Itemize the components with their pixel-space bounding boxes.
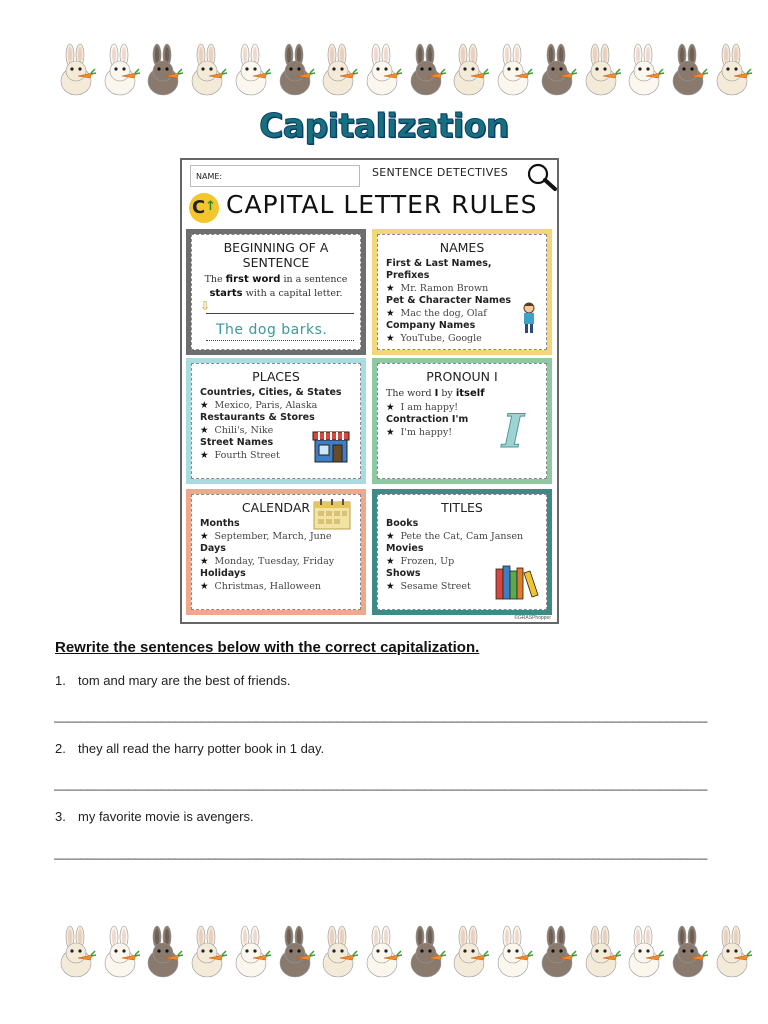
- card-heading: TITLES: [441, 500, 483, 515]
- star-icon: ★: [386, 333, 395, 344]
- category-label: Shows: [386, 568, 421, 579]
- bunny-icon: [275, 925, 315, 979]
- example-item: ★ Frozen, Up: [386, 556, 455, 567]
- category-label: Movies: [386, 543, 424, 554]
- books-icon: [494, 563, 540, 601]
- category-label: Restaurants & Stores: [200, 412, 315, 423]
- poster-heading: CAPITAL LETTER RULES: [226, 190, 538, 219]
- bunny-icon: [493, 925, 533, 979]
- bunny-icon: [231, 925, 271, 979]
- category-label: Street Names: [200, 437, 274, 448]
- card-calendar: [186, 489, 366, 615]
- bunny-icon: [187, 43, 227, 97]
- category-label: Contraction I'm: [386, 414, 469, 425]
- star-icon: ★: [386, 531, 395, 542]
- boy-icon: [520, 301, 538, 335]
- example-item: ★ Monday, Tuesday, Friday: [200, 556, 335, 567]
- bunny-icon: [143, 925, 183, 979]
- bunny-icon: [668, 43, 708, 97]
- example-item: ★ September, March, June: [200, 531, 332, 542]
- bunny-icon: [187, 925, 227, 979]
- copyright-text: ©GRASPhopper: [514, 615, 551, 621]
- bunny-icon: [362, 925, 402, 979]
- bunny-border-bottom: [56, 924, 752, 980]
- card-heading: PRONOUN I: [426, 369, 498, 384]
- capital-c-badge: C↑: [189, 193, 219, 223]
- star-icon: ★: [200, 556, 209, 567]
- category-label: Days: [200, 543, 226, 554]
- example-item: ★ I'm happy!: [386, 427, 453, 438]
- category-label: Books: [386, 518, 419, 529]
- bunny-icon: [537, 43, 577, 97]
- bunny-icon: [449, 925, 489, 979]
- bunny-icon: [362, 43, 402, 97]
- card-titles: [372, 489, 552, 615]
- down-arrow-icon: ⇩: [200, 299, 211, 313]
- bunny-icon: [624, 925, 664, 979]
- star-icon: ★: [386, 556, 395, 567]
- category-label: Pet & Character Names: [386, 295, 512, 306]
- bunny-icon: [712, 43, 752, 97]
- card-names: [372, 229, 552, 355]
- star-icon: ★: [386, 283, 395, 294]
- bunny-icon: [449, 43, 489, 97]
- example-item: ★ Fourth Street: [200, 450, 280, 461]
- bunny-icon: [231, 43, 271, 97]
- calendar-icon: [312, 497, 352, 531]
- example-sentence: The dog barks.: [216, 322, 328, 338]
- bunny-icon: [712, 925, 752, 979]
- name-field: NAME:: [190, 165, 360, 187]
- bunny-border-top: [56, 42, 752, 98]
- handwriting-lines: [206, 313, 354, 341]
- star-icon: ★: [386, 308, 395, 319]
- bunny-icon: [668, 925, 708, 979]
- example-item: ★ Sesame Street: [386, 581, 471, 592]
- bunny-icon: [56, 925, 96, 979]
- category-label: Months: [200, 518, 240, 529]
- category-label: First & Last Names, Prefixes: [386, 258, 492, 281]
- card-heading: BEGINNING OF A SENTENCE: [223, 240, 329, 270]
- bunny-icon: [406, 925, 446, 979]
- card-places: [186, 358, 366, 484]
- example-item: ★ Mac the dog, Olaf: [386, 308, 487, 319]
- answer-line-1[interactable]: _________________________________________________________________________________________________: [54, 708, 707, 723]
- magnifier-icon: [524, 162, 558, 192]
- bunny-icon: [275, 43, 315, 97]
- example-item: ★ I am happy!: [386, 402, 459, 413]
- bunny-icon: [493, 43, 533, 97]
- category-label: Company Names: [386, 320, 476, 331]
- question-3: 3. my favorite movie is avengers.: [55, 809, 254, 824]
- storefront-icon: [312, 430, 350, 464]
- card-beginning-of-sentence: [186, 229, 366, 355]
- star-icon: ★: [200, 425, 209, 436]
- page-title: Capitalization: [259, 106, 509, 145]
- bunny-icon: [100, 43, 140, 97]
- bunny-icon: [143, 43, 183, 97]
- bunny-icon: [537, 925, 577, 979]
- bunny-icon: [318, 925, 358, 979]
- rule-text: The word I by itself: [386, 388, 485, 399]
- answer-line-2[interactable]: _________________________________________________________________________________________________: [54, 776, 707, 791]
- star-icon: ★: [386, 427, 395, 438]
- bunny-icon: [581, 925, 621, 979]
- big-letter-i: I: [496, 404, 530, 458]
- answer-line-3[interactable]: _________________________________________________________________________________________________: [54, 845, 707, 860]
- card-heading: CALENDAR: [241, 500, 311, 515]
- question-2: 2. they all read the harry potter book in 1 day.: [55, 741, 325, 756]
- star-icon: ★: [200, 400, 209, 411]
- instructions-heading: Rewrite the sentences below with the correct capitalization.: [55, 639, 480, 656]
- category-label: Holidays: [200, 568, 246, 579]
- rule-text: The first word in a sentence starts with a capital letter.: [204, 274, 348, 299]
- example-item: ★ Chili's, Nike: [200, 425, 274, 436]
- example-item: ★ Mr. Ramon Brown: [386, 283, 489, 294]
- star-icon: ★: [200, 531, 209, 542]
- bunny-icon: [56, 43, 96, 97]
- star-icon: ★: [200, 450, 209, 461]
- bunny-icon: [100, 925, 140, 979]
- star-icon: ★: [200, 581, 209, 592]
- example-item: ★ YouTube, Google: [386, 333, 482, 344]
- star-icon: ★: [386, 581, 395, 592]
- example-item: ★ Mexico, Paris, Alaska: [200, 400, 318, 411]
- question-1: 1. tom and mary are the best of friends.: [55, 673, 291, 688]
- bunny-icon: [624, 43, 664, 97]
- example-item: ★ Christmas, Halloween: [200, 581, 322, 592]
- sentence-detectives-label: SENTENCE DETECTIVES: [372, 166, 509, 179]
- bunny-icon: [581, 43, 621, 97]
- card-heading: PLACES: [252, 369, 300, 384]
- category-label: Countries, Cities, & States: [200, 387, 342, 398]
- bunny-icon: [318, 43, 358, 97]
- bunny-icon: [406, 43, 446, 97]
- star-icon: ★: [386, 402, 395, 413]
- card-heading: NAMES: [439, 240, 485, 255]
- example-item: ★ Pete the Cat, Cam Jansen: [386, 531, 524, 542]
- card-pronoun-i: [372, 358, 552, 484]
- capital-letter-rules-poster: [180, 158, 559, 624]
